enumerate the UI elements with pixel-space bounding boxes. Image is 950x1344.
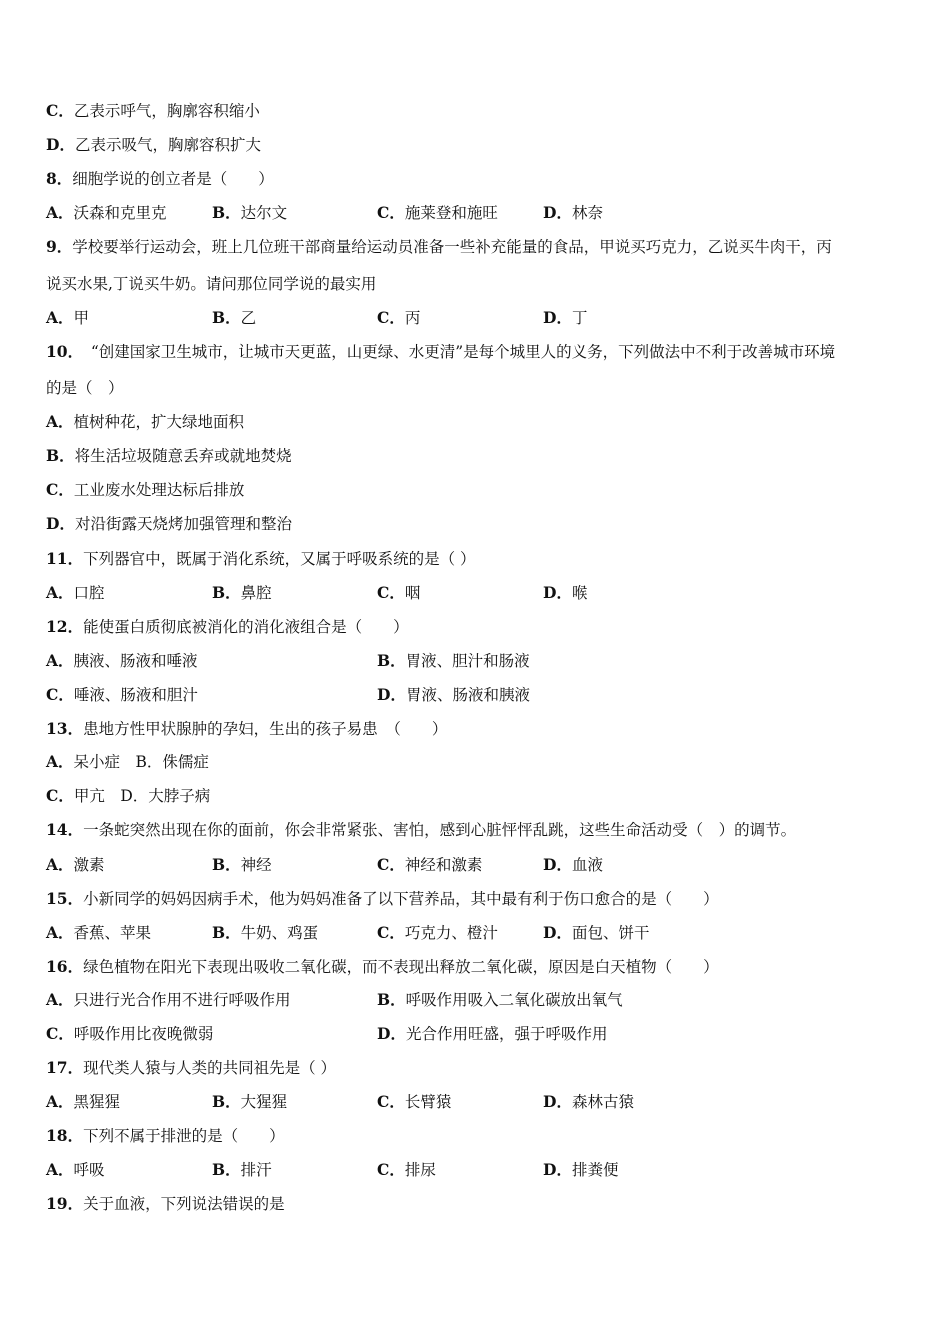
q17-option-b: B．大猩猩: [212, 1092, 288, 1111]
q18-option-c: C．排尿: [377, 1160, 436, 1179]
q12-option-b: B．胃液、胆汁和肠液: [377, 651, 530, 670]
q10-option-a: A．植树种花，扩大绿地面积: [46, 412, 245, 431]
q9-stem-line1: 9．学校要举行运动会，班上几位班干部商量给运动员准备一些补充能量的食品，甲说买巧克力，乙说买牛肉干，丙: [46, 237, 832, 256]
q14-stem: 14．一条蛇突然出现在你的面前，你会非常紧张、害怕，感到心脏怦怦乱跳，这些生命活动受（ ）的调节。: [46, 820, 797, 839]
q11-stem: 11．下列器官中，既属于消化系统，又属于呼吸系统的是（ ）: [46, 549, 476, 568]
q8-option-b: B．达尔文: [212, 203, 288, 222]
q12-option-c: C．唾液、肠液和胆汁: [46, 685, 198, 704]
q11-option-a: A．口腔: [46, 583, 105, 602]
q15-option-c: C．巧克力、橙汁: [377, 923, 498, 942]
q12-option-a: A．胰液、肠液和唾液: [46, 651, 198, 670]
q9-option-d: D．丁: [543, 308, 588, 327]
q9-stem-line2: 说买水果,丁说买牛奶。请问那位同学说的最实用: [46, 275, 377, 293]
q14-option-d: D．血液: [543, 855, 603, 874]
q18-option-b: B．排汗: [212, 1160, 272, 1179]
q13-options-ab: A．呆小症 B．侏儒症: [46, 752, 209, 771]
q10-option-d: D．对沿街露天烧烤加强管理和整治: [46, 514, 292, 533]
q8-option-a: A．沃森和克里克: [46, 203, 167, 222]
q10-stem-line1: 10． “创建国家卫生城市，让城市天更蓝，山更绿、水更清”是每个城里人的义务，下列做法中不利于改善城市环境: [46, 342, 836, 361]
q10-stem-line2: 的是（ ）: [46, 379, 124, 397]
q15-option-b: B．牛奶、鸡蛋: [212, 923, 319, 942]
q7-option-c: C．乙表示呼气，胸廓容积缩小: [46, 101, 260, 120]
q12-stem: 12．能使蛋白质彻底被消化的消化液组合是（ ）: [46, 617, 409, 636]
q18-option-d: D．排粪便: [543, 1160, 619, 1179]
q15-stem: 15．小新同学的妈妈因病手术，他为妈妈准备了以下营养品，其中最有利于伤口愈合的是（ ）: [46, 889, 719, 908]
q8-option-c: C．施莱登和施旺: [377, 203, 498, 222]
q16-option-a: A．只进行光合作用不进行呼吸作用: [46, 990, 291, 1009]
q9-option-a: A．甲: [46, 308, 90, 327]
q16-stem: 16．绿色植物在阳光下表现出吸收二氧化碳，而不表现出释放二氧化碳，原因是白天植物（ ）: [46, 957, 719, 976]
q18-option-a: A．呼吸: [46, 1160, 105, 1179]
q14-option-c: C．神经和激素: [377, 855, 483, 874]
q11-option-b: B．鼻腔: [212, 583, 272, 602]
q11-option-d: D．喉: [543, 583, 588, 602]
q16-option-b: B．呼吸作用吸入二氧化碳放出氧气: [377, 990, 623, 1009]
q17-stem: 17．现代类人猿与人类的共同祖先是（ ）: [46, 1058, 337, 1077]
q10-option-b: B．将生活垃圾随意丢弃或就地焚烧: [46, 446, 292, 465]
q16-option-d: D．光合作用旺盛，强于呼吸作用: [377, 1024, 608, 1043]
q15-option-a: A．香蕉、苹果: [46, 923, 152, 942]
q17-option-a: A．黑猩猩: [46, 1092, 121, 1111]
q13-options-cd: C．甲亢 D．大脖子病: [46, 786, 211, 805]
q13-stem: 13．患地方性甲状腺肿的孕妇，生出的孩子易患 （ ）: [46, 719, 448, 738]
q7-option-d: D．乙表示吸气，胸廓容积扩大: [46, 135, 261, 154]
q12-option-d: D．胃液、肠液和胰液: [377, 685, 530, 704]
q14-option-a: A．激素: [46, 855, 105, 874]
q9-option-b: B．乙: [212, 308, 257, 327]
q17-option-c: C．长臂猿: [377, 1092, 452, 1111]
q8-stem: 8．细胞学说的创立者是（ ）: [46, 169, 274, 188]
q16-option-c: C．呼吸作用比夜晚微弱: [46, 1024, 214, 1043]
q17-option-d: D．森林古猿: [543, 1092, 634, 1111]
q15-option-d: D．面包、饼干: [543, 923, 650, 942]
q9-option-c: C．丙: [377, 308, 421, 327]
q10-option-c: C．工业废水处理达标后排放: [46, 480, 245, 499]
q8-option-d: D．林奈: [543, 203, 603, 222]
q14-option-b: B．神经: [212, 855, 272, 874]
q19-stem: 19．关于血液，下列说法错误的是: [46, 1194, 285, 1213]
q11-option-c: C．咽: [377, 583, 421, 602]
q18-stem: 18．下列不属于排泄的是（ ）: [46, 1126, 285, 1145]
